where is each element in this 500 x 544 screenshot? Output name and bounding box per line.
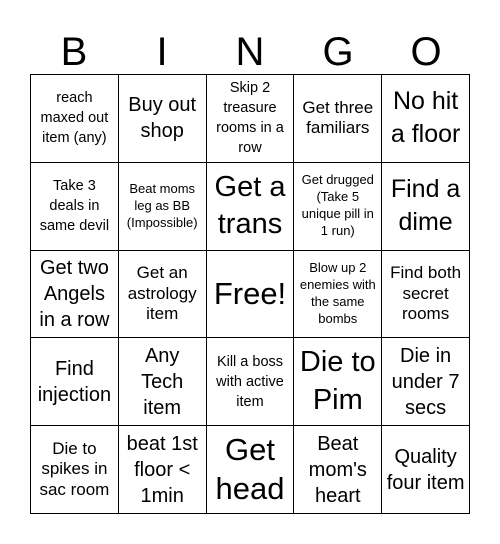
bingo-cell[interactable]: Get three familiars (294, 75, 382, 163)
bingo-cell[interactable]: Beat mom's heart (294, 426, 382, 514)
header-letter-g: G (322, 30, 354, 74)
bingo-cell[interactable]: reach maxed out item (any) (31, 75, 119, 163)
bingo-cell[interactable]: Blow up 2 enemies with the same bombs (294, 251, 382, 339)
bingo-cell[interactable]: Buy out shop (119, 75, 207, 163)
bingo-cell[interactable]: Take 3 deals in same devil (31, 163, 119, 251)
bingo-cell[interactable]: No hit a floor (382, 75, 470, 163)
bingo-cell[interactable]: Die to Pim (294, 338, 382, 426)
header-letter-n: N (235, 30, 265, 74)
header-letter-i: I (156, 30, 168, 74)
bingo-card-grid (30, 74, 470, 514)
bingo-cell[interactable]: Get two Angels in a row (31, 251, 119, 339)
header-letter-o: O (410, 30, 442, 74)
bingo-cell[interactable]: Skip 2 treasure rooms in a row (207, 75, 295, 163)
bingo-cell[interactable]: Get head (207, 426, 295, 514)
bingo-cell[interactable]: Find a dime (382, 163, 470, 251)
bingo-cell[interactable]: Get drugged (Take 5 unique pill in 1 run) (294, 163, 382, 251)
bingo-cell[interactable]: Kill a boss with active item (207, 338, 295, 426)
bingo-cell[interactable]: Get a trans (207, 163, 295, 251)
bingo-cell[interactable]: Get an astrology item (119, 251, 207, 339)
free-space: Free! (207, 251, 295, 339)
bingo-cell[interactable]: Beat moms leg as BB (Impossible) (119, 163, 207, 251)
header-letter-b: B (60, 30, 88, 74)
bingo-cell[interactable]: Quality four item (382, 426, 470, 514)
bingo-cell[interactable]: Any Tech item (119, 338, 207, 426)
bingo-header (30, 22, 470, 72)
bingo-cell[interactable]: Die in under 7 secs (382, 338, 470, 426)
bingo-cell[interactable]: Find injection (31, 338, 119, 426)
bingo-cell[interactable]: Find both secret rooms (382, 251, 470, 339)
bingo-cell[interactable]: beat 1st floor < 1min (119, 426, 207, 514)
bingo-cell[interactable]: Die to spikes in sac room (31, 426, 119, 514)
